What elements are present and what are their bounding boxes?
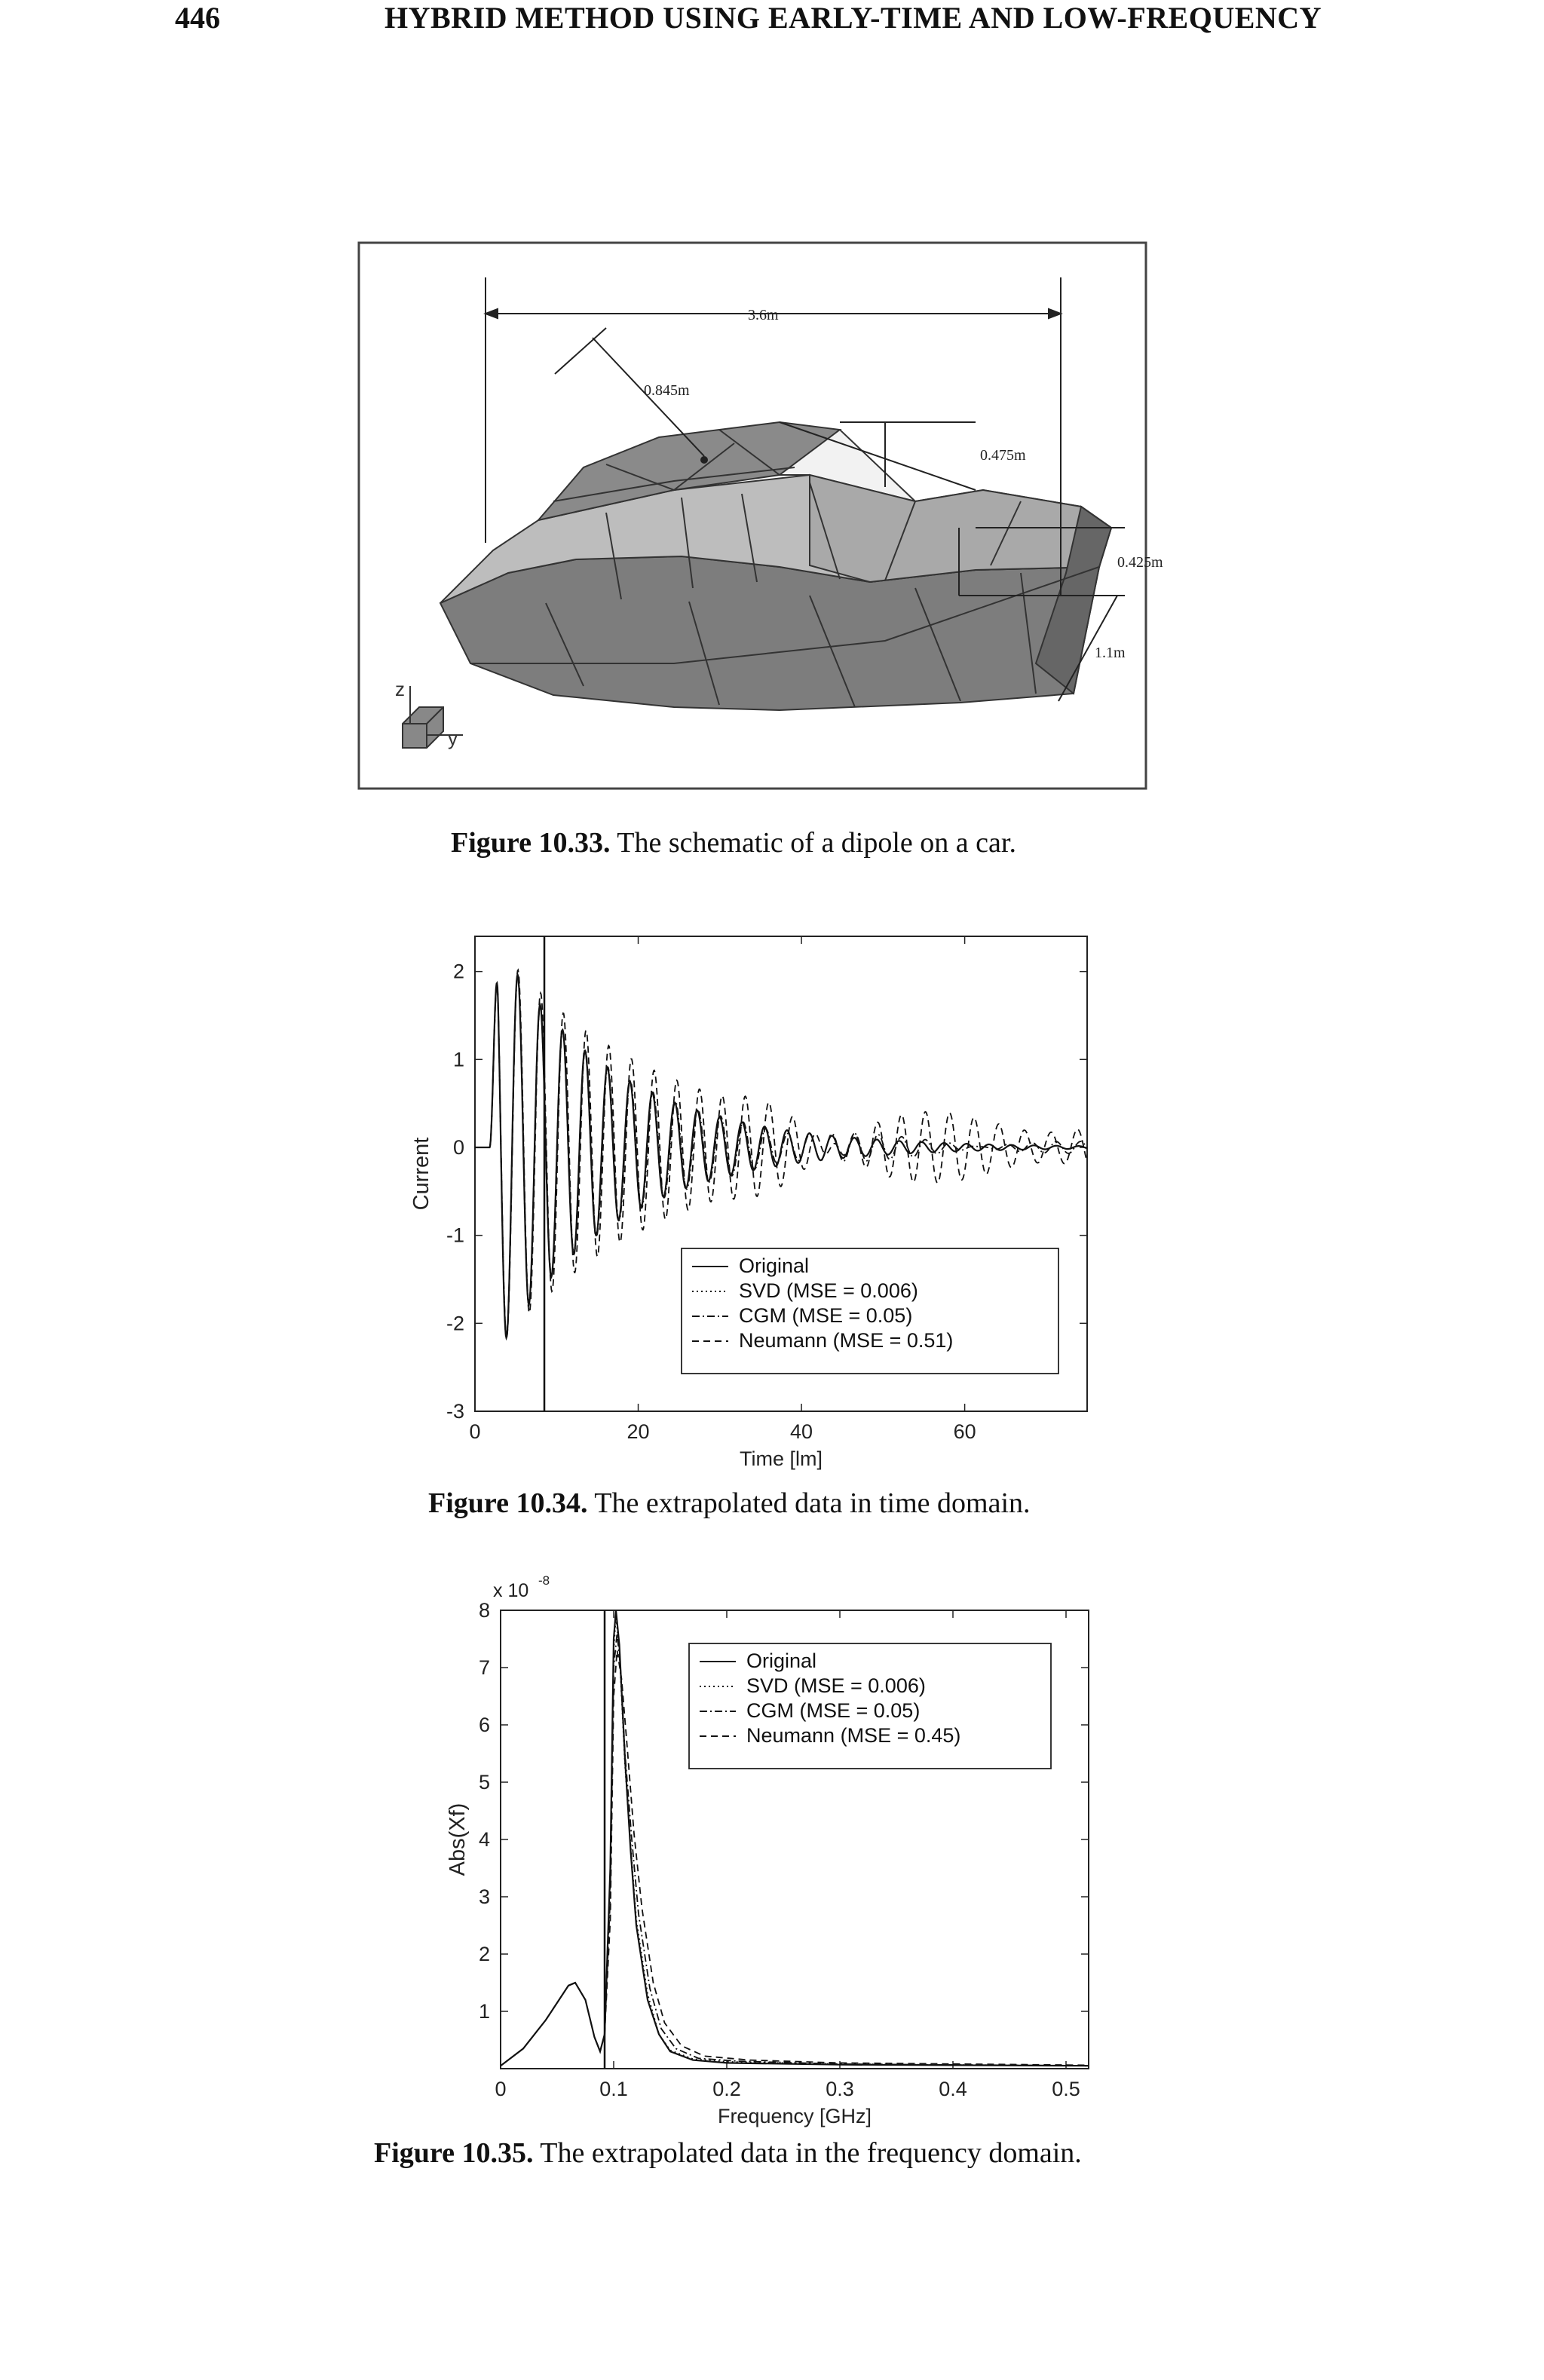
legend-label: SVD (MSE = 0.006) (746, 1674, 926, 1697)
legend-label: Original (739, 1254, 810, 1277)
figure-10-34 (392, 920, 1101, 1485)
x-tick-label: 0.1 (599, 2078, 628, 2100)
figure-10-35 (422, 1561, 1116, 2133)
car-schematic (357, 241, 1163, 790)
x-tick-label: 0 (469, 1420, 481, 1443)
axis-multiplier-exponent: -8 (538, 1573, 550, 1588)
y-tick-label: 1 (478, 2000, 490, 2023)
y-tick-label: -3 (446, 1400, 464, 1423)
page-header (0, 0, 1544, 45)
legend-label: SVD (MSE = 0.006) (739, 1279, 918, 1302)
axis-y-label: y (448, 727, 458, 749)
caption-text: The extrapolated data in time domain. (594, 1487, 1031, 1519)
axis-multiplier: x 10 (493, 1580, 529, 1601)
page-number: 446 (175, 1, 220, 35)
car-lower-body (440, 556, 1099, 710)
x-axis-label: Frequency [GHz] (717, 2105, 872, 2127)
caption-text: The extrapolated data in the frequency domain. (540, 2137, 1082, 2169)
legend-label: Neumann (MSE = 0.51) (739, 1329, 954, 1352)
x-tick-label: 0.5 (1052, 2078, 1080, 2100)
x-tick-label: 20 (626, 1420, 650, 1443)
y-tick-label: 8 (478, 1599, 490, 1622)
caption-text: The schematic of a dipole on a car. (617, 827, 1016, 859)
figure-10-33 (357, 241, 1163, 790)
x-tick-label: 60 (953, 1420, 976, 1443)
dim-nose: 0.425m (1117, 554, 1163, 571)
y-axis-label: Current (409, 1137, 433, 1211)
legend-label: Neumann (MSE = 0.45) (746, 1724, 961, 1747)
dipole-feed-point (700, 456, 708, 464)
y-tick-label: 0 (452, 1136, 464, 1159)
y-tick-label: 2 (478, 1943, 490, 1965)
legend-label: CGM (MSE = 0.05) (739, 1304, 913, 1327)
y-tick-label: 2 (452, 960, 464, 983)
caption-10-33 (451, 826, 1016, 859)
x-tick-label: 0 (495, 2078, 507, 2100)
time-domain-chart (392, 920, 1101, 1485)
caption-label: Figure 10.34. (428, 1487, 588, 1519)
y-tick-label: 5 (478, 1771, 490, 1793)
y-tick-label: 7 (478, 1656, 490, 1679)
x-axis-label: Time [lm] (740, 1447, 823, 1470)
dim-length: 3.6m (748, 307, 779, 323)
x-tick-label: 40 (790, 1420, 813, 1443)
y-tick-label: 1 (452, 1048, 464, 1071)
x-tick-label: 0.4 (939, 2078, 967, 2100)
caption-10-35 (374, 2136, 1082, 2170)
dim-dipole: 0.845m (644, 382, 690, 399)
legend-label: Original (746, 1649, 817, 1672)
legend-label: CGM (MSE = 0.05) (746, 1699, 921, 1722)
y-tick-label: 6 (478, 1714, 490, 1736)
y-tick-label: 4 (478, 1828, 490, 1851)
y-tick-label: 3 (478, 1885, 490, 1908)
dim-width: 1.1m (1095, 645, 1126, 661)
y-tick-label: -2 (446, 1312, 464, 1335)
frequency-domain-chart (422, 1561, 1116, 2133)
y-tick-label: -1 (446, 1224, 464, 1247)
axis-z-label: z (395, 678, 405, 700)
x-tick-label: 0.2 (712, 2078, 741, 2100)
caption-10-34 (428, 1487, 1031, 1520)
x-tick-label: 0.3 (826, 2078, 854, 2100)
y-axis-label: Abs(Xf) (446, 1803, 470, 1876)
dim-roof: 0.475m (980, 447, 1026, 464)
caption-label: Figure 10.33. (451, 827, 611, 859)
caption-label: Figure 10.35. (374, 2137, 534, 2169)
running-title: HYBRID METHOD USING EARLY-TIME AND LOW-FREQUENCY (384, 1, 1322, 35)
